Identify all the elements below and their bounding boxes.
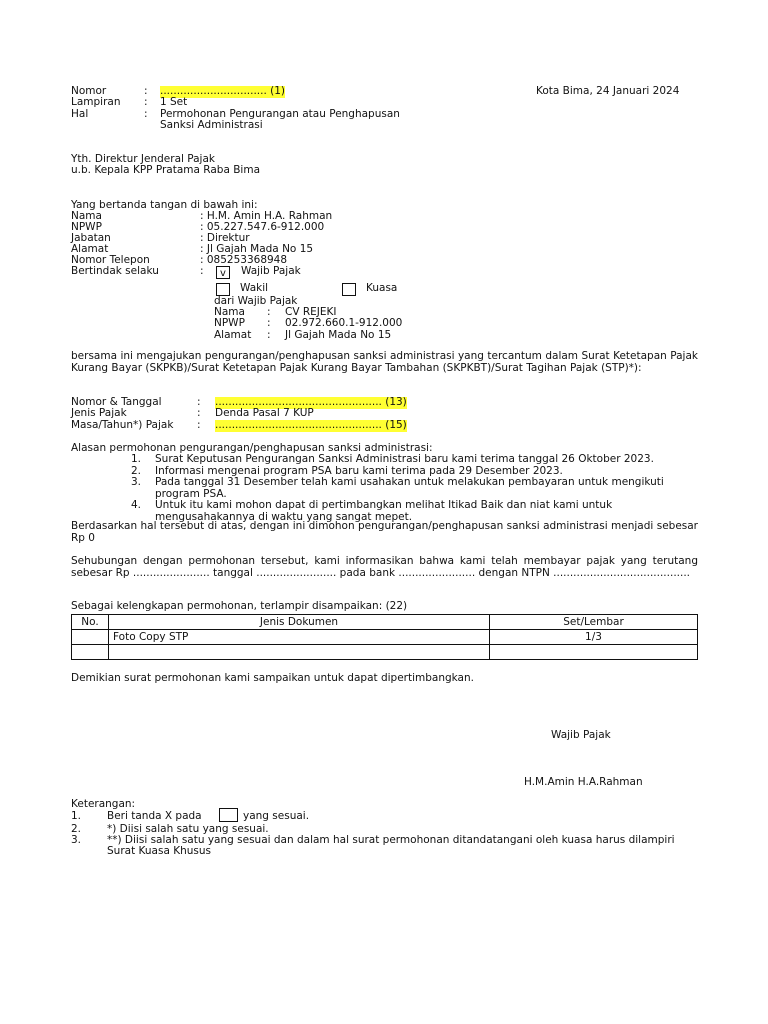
kuasa-label: Kuasa (366, 282, 398, 294)
lampiran-value: 1 Set (160, 96, 188, 108)
alasan-intro: Alasan permohonan pengurangan/penghapusan sanksi administrasi: (71, 442, 433, 454)
closing-demikian: Demikian surat permohonan kami sampaikan untuk dapat dipertimbangkan. (71, 672, 474, 684)
signer-intro: Yang bertanda tangan di bawah ini: (71, 199, 258, 211)
alasan-list (131, 454, 676, 523)
place-date: Kota Bima, 24 Januari 2024 (536, 85, 680, 97)
keterangan-text-1b: yang sesuai. (243, 810, 310, 822)
alasan-text: Untuk itu kami mohon dapat di pertimbangkan melihat Itikad Baik dan niat kami untuk mengusahakannya di waktu yang sangat mepet. (155, 499, 613, 523)
alasan-text: Informasi mengenai program PSA baru kami terima pada 29 Desember 2023. (155, 464, 563, 477)
hal-value-line2: Sanksi Administrasi (160, 119, 263, 131)
paragraph-sehubungan: Sehubungan dengan permohonan tersebut, kami informasikan bahwa kami telah membayar pajak yang terutang sebesar Rp ....................... tanggal ........................ pada bank ....................... dengan NTPN ......................................... (71, 555, 698, 579)
field-value-nama: : H.M. Amin H.A. Rahman (200, 210, 333, 222)
bertindak-sep: : (200, 265, 204, 277)
wp-alamat-value: Jl Gajah Mada No 15 (285, 329, 392, 341)
nomor-tanggal-label: Nomor & Tanggal (71, 396, 162, 408)
masa-pajak-sep: : (197, 419, 201, 431)
table-header-no: No. (72, 615, 109, 630)
wajib-pajak-checkbox[interactable]: v (216, 266, 230, 279)
nomor-label: Nomor (71, 85, 107, 97)
table-cell-no (72, 630, 109, 645)
jenis-pajak-value: Denda Pasal 7 KUP (215, 407, 314, 419)
alasan-number: 3. (131, 476, 142, 488)
keterangan-text-2: *) Diisi salah satu yang sesuai. (107, 823, 269, 835)
field-value-npwp: : 05.227.547.6-912.000 (200, 221, 325, 233)
hal-label: Hal (71, 108, 89, 120)
wp-nama-sep: : (267, 306, 271, 318)
lampiran-intro: Sebagai kelengkapan permohonan, terlampir disampaikan: (22) (71, 600, 408, 612)
table-row (72, 630, 698, 645)
jenis-pajak-label: Jenis Pajak (71, 407, 127, 419)
hal-value-line1: Permohonan Pengurangan atau Penghapusan (160, 108, 400, 120)
closing-signer-name: H.M.Amin H.A.Rahman (524, 776, 643, 788)
masa-pajak-label: Masa/Tahun*) Pajak (71, 419, 174, 431)
closing-wajib-pajak: Wajib Pajak (551, 729, 611, 741)
kuasa-checkbox[interactable] (342, 283, 356, 296)
alasan-text: Pada tanggal 31 Desember telah kami usahakan untuk melakukan pembayaran untuk mengikuti program PSA. (155, 476, 664, 500)
keterangan-text-1a: Beri tanda X pada (107, 810, 202, 822)
table-row (72, 645, 698, 660)
jenis-pajak-sep: : (197, 407, 201, 419)
nomor-tanggal-value: .................................................. (13) (215, 396, 407, 408)
table-cell-set (490, 645, 698, 660)
wp-nama-value: CV REJEKI (285, 306, 337, 318)
wp-npwp-sep: : (267, 317, 271, 329)
alasan-number: 1. (131, 453, 142, 465)
keterangan-text-3: **) Diisi salah satu yang sesuai dan dalam hal surat permohonan ditandatangani oleh kuasa harus dilampiri (107, 834, 675, 846)
wajib-pajak-label: Wajib Pajak (241, 265, 301, 277)
recipient-line2: u.b. Kepala KPP Pratama Raba Bima (71, 164, 260, 176)
recipient-line1: Yth. Direktur Jenderal Pajak (71, 153, 215, 165)
table-header-row (72, 615, 698, 630)
masa-pajak-value: .................................................. (15) (215, 419, 407, 431)
lampiran-label: Lampiran (71, 96, 121, 108)
table-header-set: Set/Lembar (490, 615, 698, 630)
table-cell-jenis: Foto Copy STP (109, 630, 490, 645)
dari-wajib-pajak-label: dari Wajib Pajak (214, 295, 298, 307)
field-label-alamat: Alamat (71, 243, 109, 255)
alasan-text: Surat Keputusan Pengurangan Sanksi Administrasi baru kami terima tanggal 26 Oktober 2023. (155, 453, 654, 465)
wp-npwp-label: NPWP (214, 317, 245, 329)
nomor-value: ................................ (1) (160, 85, 286, 97)
field-label-jabatan: Jabatan (71, 232, 111, 244)
wp-nama-label: Nama (214, 306, 245, 318)
field-label-nama: Nama (71, 210, 102, 222)
hal-sep: : (144, 108, 148, 120)
field-label-npwp: NPWP (71, 221, 102, 233)
wp-npwp-value: 02.972.660.1-912.000 (285, 317, 403, 329)
keterangan-number-1: 1. (71, 810, 82, 822)
keterangan-number-2: 2. (71, 823, 82, 835)
example-checkbox (219, 808, 238, 822)
alasan-number: 4. (131, 499, 142, 511)
alasan-number: 2. (131, 464, 142, 477)
table-cell-jenis (109, 645, 490, 660)
keterangan-title: Keterangan: (71, 798, 136, 810)
bertindak-label: Bertindak selaku (71, 265, 159, 277)
table-cell-set: 1/3 (490, 630, 698, 645)
dokumen-table (71, 614, 698, 660)
keterangan-number-3: 3. (71, 834, 82, 846)
lampiran-sep: : (144, 96, 148, 108)
wakil-label: Wakil (240, 282, 269, 294)
table-header-jenis: Jenis Dokumen (109, 615, 490, 630)
field-label-telepon: Nomor Telepon (71, 254, 150, 266)
nomor-sep: : (144, 85, 148, 97)
table-cell-no (72, 645, 109, 660)
paragraph-berdasarkan: Berdasarkan hal tersebut di atas, dengan ini dimohon pengurangan/penghapusan sanksi administrasi menjadi sebesar Rp 0 (71, 520, 698, 544)
field-value-telepon: : 085253368948 (200, 254, 288, 266)
field-value-alamat: : Jl Gajah Mada No 15 (200, 243, 314, 255)
alasan-item (131, 477, 676, 500)
nomor-tanggal-sep: : (197, 396, 201, 408)
field-value-jabatan: : Direktur (200, 232, 250, 244)
wp-alamat-sep: : (267, 329, 271, 341)
keterangan-text-3b: Surat Kuasa Khusus (107, 845, 212, 857)
paragraph-bersama: bersama ini mengajukan pengurangan/penghapusan sanksi administrasi yang tercantum dalam Surat Ketetapan Pajak Kurang Bayar (SKPKB)/Surat Ketetapan Pajak Kurang Bayar Tambahan (SKPKBT)/Surat Tagihan Pajak (STP)*): (71, 350, 698, 374)
wp-alamat-label: Alamat (214, 329, 252, 341)
